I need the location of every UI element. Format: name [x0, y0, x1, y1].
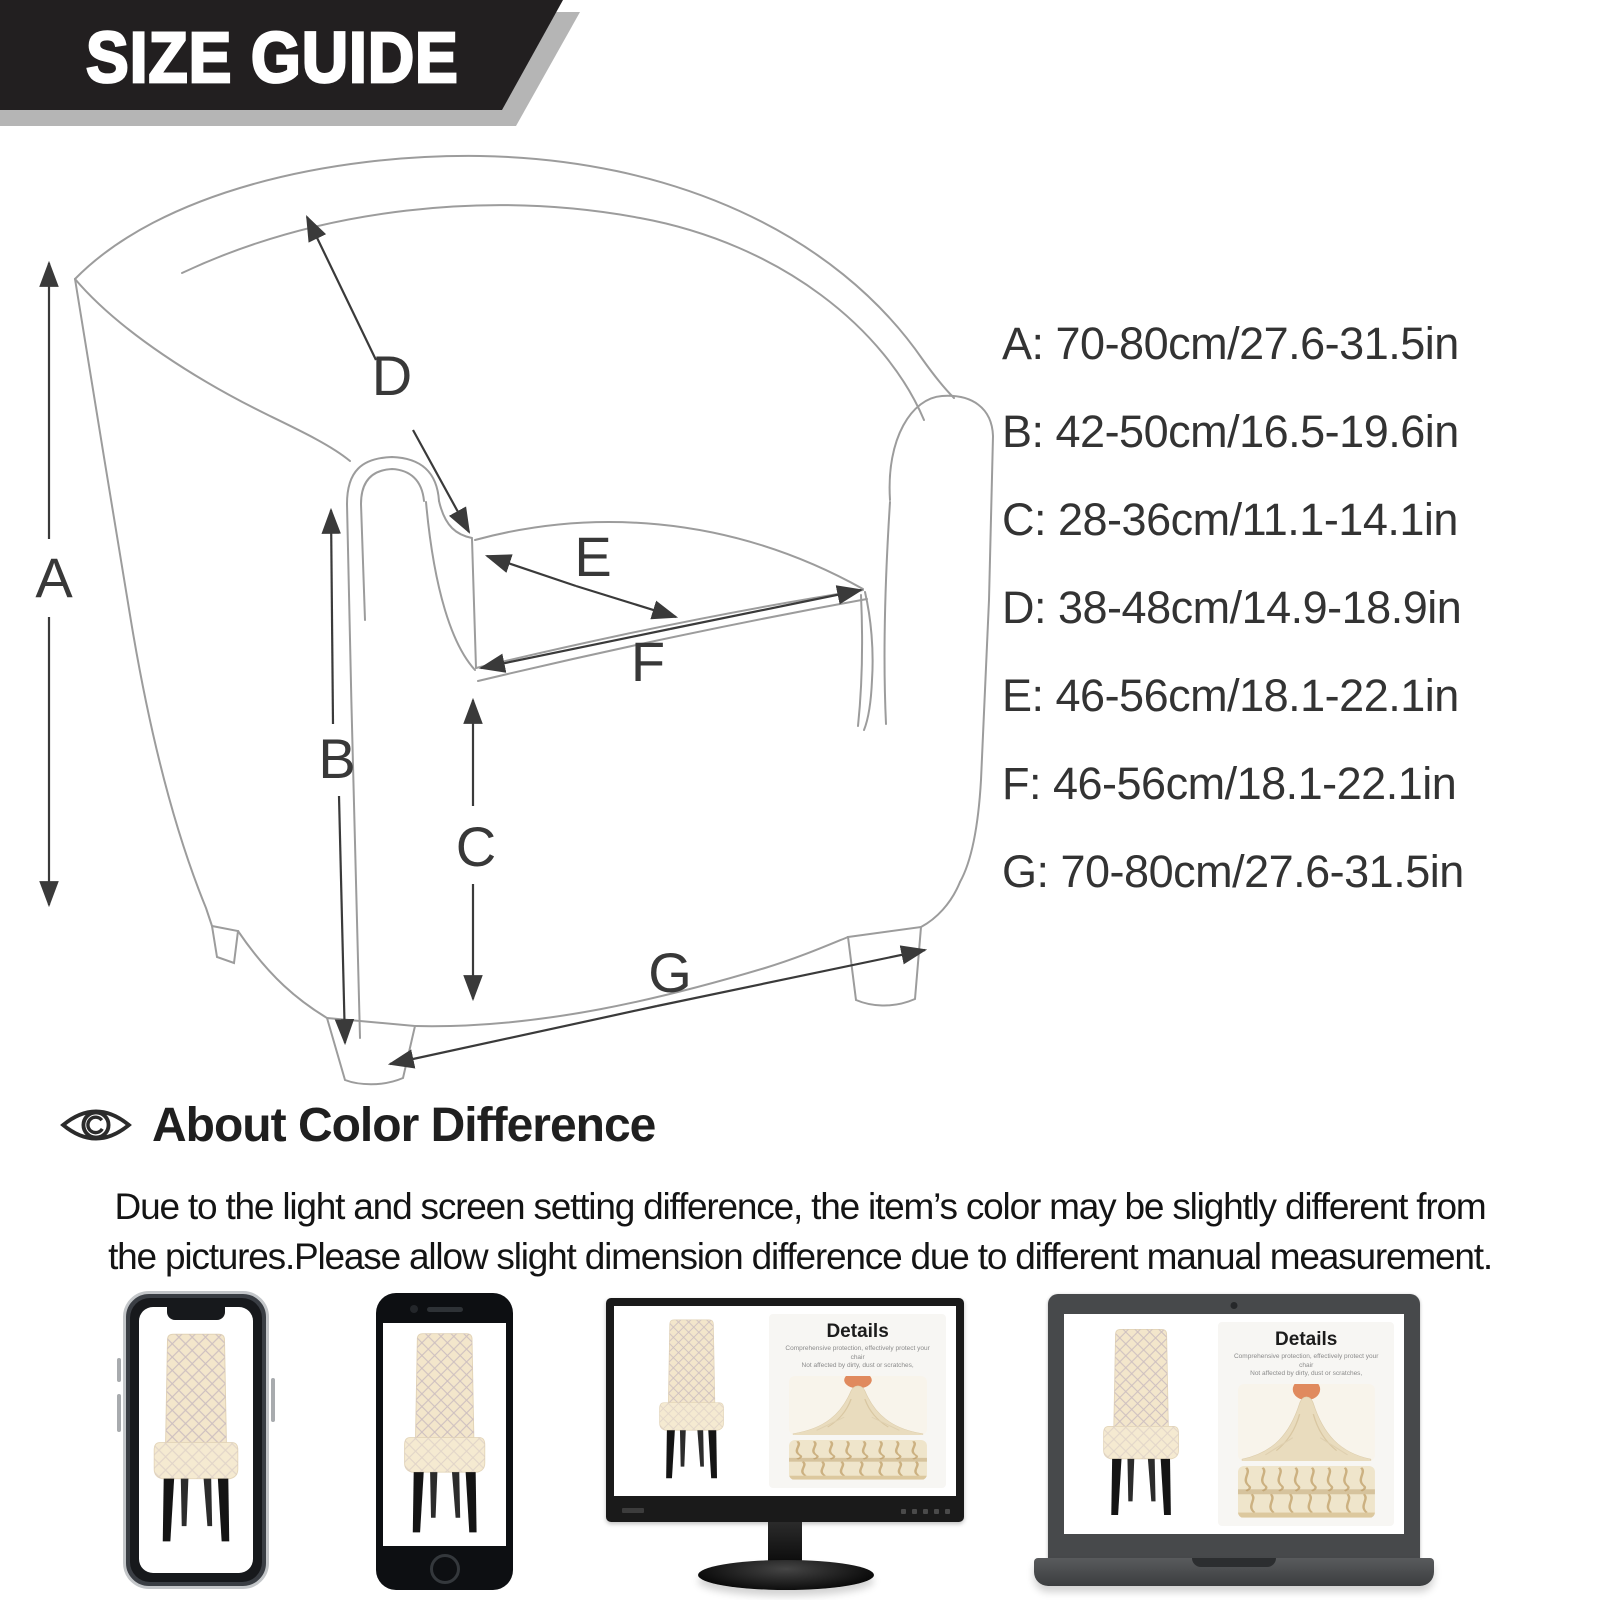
monitor-buttons — [901, 1509, 950, 1514]
color-difference-section — [56, 1096, 655, 1154]
eye-icon — [56, 1096, 136, 1154]
product-page — [614, 1306, 956, 1496]
product-page — [1064, 1314, 1404, 1534]
chair-line-art — [75, 156, 993, 1084]
dimension-labels — [35, 344, 691, 1004]
measurement-row: F: 46-56cm/18.1-22.1in — [1002, 758, 1457, 809]
phone-notch — [167, 1307, 225, 1320]
page-title: SIZE GUIDE — [86, 17, 459, 98]
measurement-row: A: 70-80cm/27.6-31.5in — [1002, 318, 1459, 369]
phone-side-button — [117, 1358, 121, 1382]
chair-image-wrap — [1074, 1322, 1208, 1526]
details-line1: Comprehensive protection, effectively protect your chair — [785, 1344, 930, 1361]
chair-cover-product-image — [648, 1317, 735, 1484]
monitor-stand-base — [698, 1560, 874, 1590]
smartphone-homebutton-mockup — [376, 1293, 513, 1590]
phone-screen — [383, 1323, 506, 1546]
dim-label-e: E — [574, 525, 612, 588]
phone-camera — [410, 1305, 418, 1313]
details-panel — [1218, 1322, 1394, 1526]
measurement-row: D: 38-48cm/14.9-18.9in — [1002, 582, 1462, 633]
measurement-row: C: 28-36cm/11.1-14.1in — [1002, 494, 1458, 545]
chair-cover-product-image — [1090, 1326, 1192, 1522]
details-heading: Details — [826, 1321, 889, 1342]
desktop-monitor-mockup — [606, 1298, 964, 1522]
dim-label-b: B — [318, 727, 356, 790]
monitor-screen — [614, 1306, 956, 1496]
phone-home-button — [430, 1554, 460, 1584]
color-note-line2: the pictures.Please allow slight dimension difference due to different manual measurement. — [108, 1235, 1492, 1277]
phone-bezel — [130, 1298, 262, 1582]
measurement-list — [1002, 300, 1562, 916]
laptop-mockup — [1048, 1294, 1420, 1560]
phone-screen — [139, 1307, 253, 1573]
chair-cover-product-image — [139, 1328, 253, 1551]
phone-side-button — [271, 1378, 275, 1422]
chair-image-wrap — [624, 1314, 759, 1488]
dimension-arrows — [49, 217, 925, 1064]
monitor-logo — [622, 1508, 644, 1513]
ruched-fabric-image — [789, 1440, 927, 1480]
dim-label-c: C — [455, 815, 497, 878]
section-heading: About Color Difference — [152, 1098, 656, 1152]
details-line2: Not affected by dirty, dust or scratches, — [801, 1362, 914, 1370]
color-difference-text — [20, 1182, 1580, 1282]
dim-label-g: G — [648, 941, 692, 1004]
fabric-closeup-image — [789, 1376, 927, 1435]
laptop-webcam — [1231, 1302, 1238, 1309]
measurement-row: E: 46-56cm/18.1-22.1in — [1002, 670, 1459, 721]
details-heading: Details — [1275, 1329, 1338, 1350]
dim-label-f: F — [630, 630, 666, 693]
details-line2: Not affected by dirty, dust or scratches, — [1250, 1370, 1363, 1378]
dim-label-a: A — [35, 546, 73, 609]
ruched-fabric-image — [1238, 1466, 1375, 1518]
laptop-hinge-notch — [1192, 1558, 1276, 1567]
fabric-closeup-image — [1238, 1384, 1375, 1461]
details-panel — [769, 1314, 946, 1488]
smartphone-notch-mockup — [123, 1291, 269, 1589]
phone-side-button — [117, 1394, 121, 1432]
color-note-line1: Due to the light and screen setting difference, the item’s color may be slightly different from — [114, 1186, 1486, 1227]
laptop-screen — [1064, 1314, 1404, 1534]
measurement-row: G: 70-80cm/27.6-31.5in — [1002, 846, 1464, 897]
phone-speaker — [427, 1307, 463, 1312]
laptop-base — [1034, 1558, 1434, 1586]
details-line1: Comprehensive protection, effectively protect your chair — [1233, 1352, 1379, 1369]
details-text — [1228, 1353, 1384, 1379]
measurement-row: B: 42-50cm/16.5-19.6in — [1002, 406, 1459, 457]
dim-label-d: D — [371, 344, 413, 407]
details-text — [779, 1345, 936, 1371]
chair-cover-product-image — [390, 1330, 499, 1540]
chair-size-diagram — [20, 140, 1020, 1100]
